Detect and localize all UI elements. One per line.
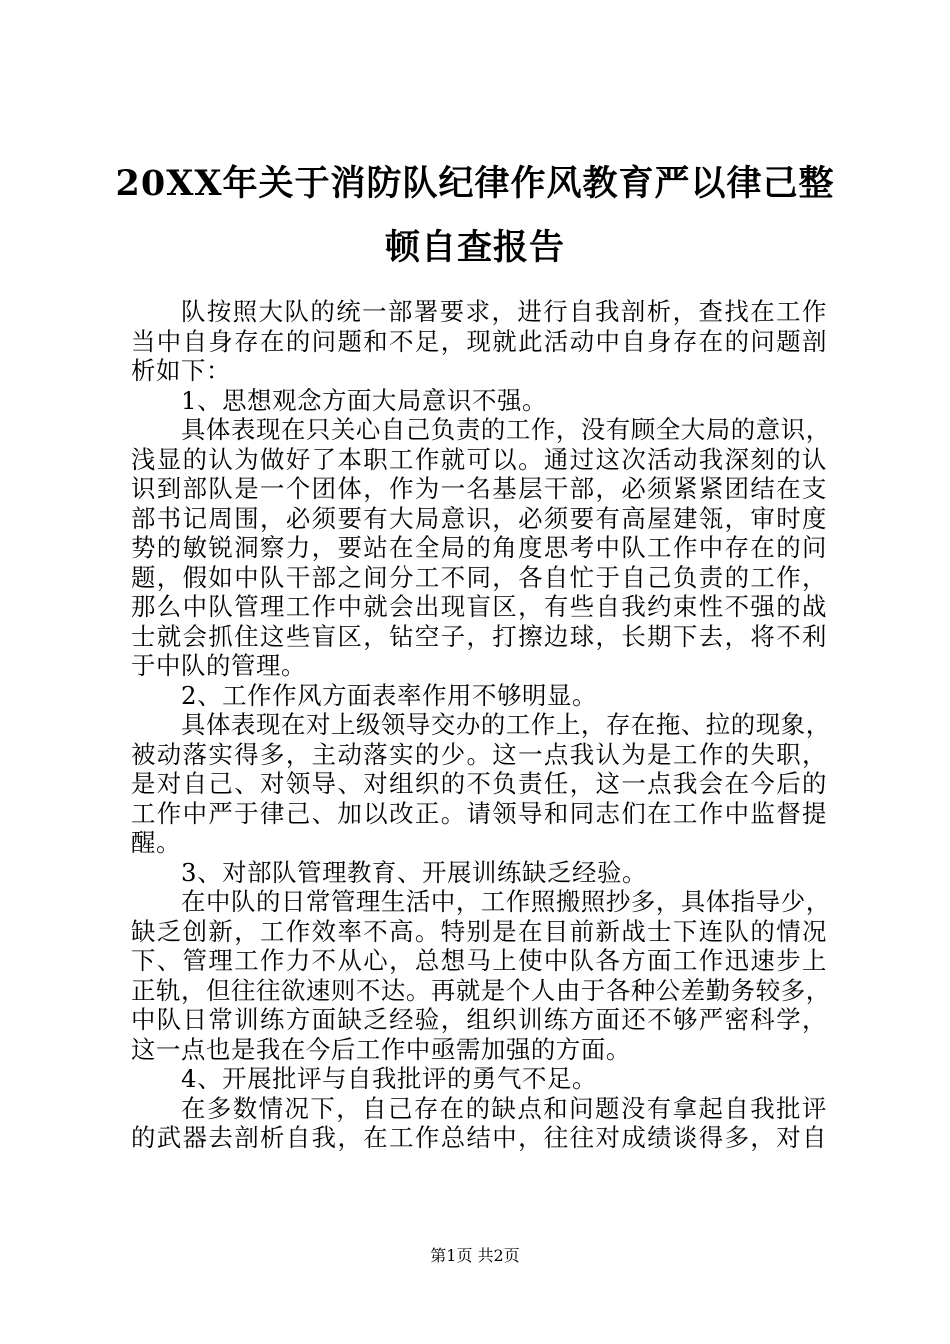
- body-text-line: 下、管理工作力不从心，总想马上使中队各方面工作迅速步上: [131, 946, 827, 975]
- body-text-line: 具体表现在只关心自己负责的工作，没有顾全大局的意识，: [181, 415, 831, 444]
- body-text-line: 4、开展批评与自我批评的勇气不足。: [181, 1064, 597, 1093]
- body-text-line: 势的敏锐洞察力，要站在全局的角度思考中队工作中存在的问: [131, 533, 827, 562]
- body-text-line: 浅显的认为做好了本职工作就可以。通过这次活动我深刻的认: [131, 444, 827, 474]
- body-text-line: 1、思想观念方面大局意识不强。: [181, 385, 547, 415]
- body-text-line: 具体表现在对上级领导交办的工作上，存在拖、拉的现象，: [181, 710, 831, 739]
- document-body: [131, 297, 831, 1153]
- body-text-line: 工作中严于律己、加以改正。请领导和同志们在工作中监督提: [131, 798, 827, 828]
- body-text-line: 被动落实得多，主动落实的少。这一点我认为是工作的失职，: [131, 739, 827, 769]
- body-text-line: 那么中队管理工作中就会出现盲区，有些自我约束性不强的战: [131, 592, 827, 621]
- body-text-line: 3、对部队管理教育、开展训练缺乏经验。: [181, 857, 647, 887]
- body-text-line: 正轨，但往往欲速则不达。再就是个人由于各种公差勤务较多，: [131, 975, 831, 1005]
- body-text-line: 在中队的日常管理生活中，工作照搬照抄多，具体指导少，: [181, 887, 831, 916]
- document-title-line-2: 顿自查报告: [384, 227, 565, 268]
- document-title-line-1: 20XX年关于消防队纪律作风教育严以律己整: [115, 163, 835, 204]
- body-text-line: 是对自己、对领导、对组织的不负责任，这一点我会在今后的: [131, 769, 827, 798]
- body-text-line: 的武器去剖析自我，在工作总结中，往往对成绩谈得多，对自: [131, 1123, 827, 1152]
- body-text-line: 部书记周围，必须要有大局意识，必须要有高屋建瓴，审时度: [131, 503, 827, 533]
- body-text-line: 这一点也是我在今后工作中亟需加强的方面。: [131, 1034, 631, 1064]
- body-text-line: 在多数情况下，自己存在的缺点和问题没有拿起自我批评: [181, 1093, 827, 1123]
- body-text-line: 识到部队是一个团体，作为一名基层干部，必须紧紧团结在支: [131, 474, 827, 503]
- body-text-line: 析如下：: [131, 356, 231, 385]
- body-text-line: 于中队的管理。: [131, 651, 306, 680]
- body-text-line: 缺乏创新，工作效率不高。特别是在目前新战士下连队的情况: [131, 916, 827, 946]
- body-text-line: 2、工作作风方面表率作用不够明显。: [181, 680, 597, 710]
- body-text-line: 队按照大队的统一部署要求，进行自我剖析，查找在工作: [181, 297, 827, 326]
- body-text-line: 士就会抓住这些盲区，钻空子，打擦边球，长期下去，将不利: [131, 621, 827, 651]
- body-text-line: 中队日常训练方面缺乏经验，组织训练方面还不够严密科学，: [131, 1005, 827, 1034]
- body-text-line: 醒。: [131, 828, 181, 857]
- body-text-line: 题，假如中队干部之间分工不同，各自忙于自己负责的工作，: [131, 562, 827, 592]
- page-footer: 第1页 共2页: [430, 1246, 520, 1265]
- body-text-line: 当中自身存在的问题和不足，现就此活动中自身存在的问题剖: [131, 326, 827, 356]
